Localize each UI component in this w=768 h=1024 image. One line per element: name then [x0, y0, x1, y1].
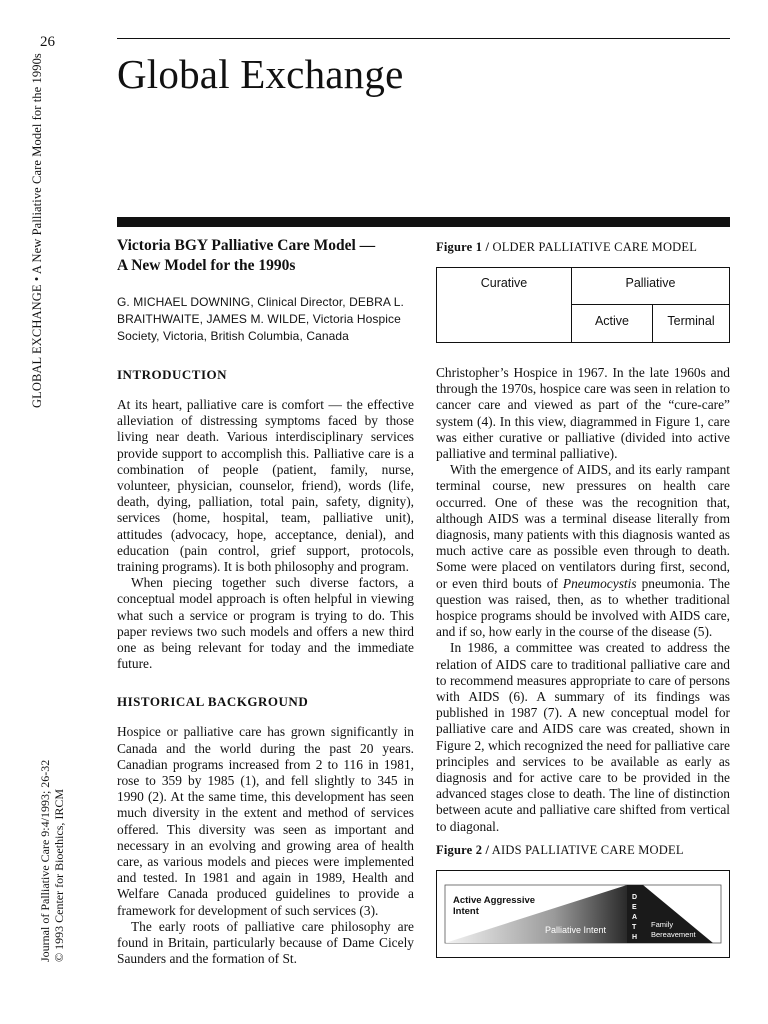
aggressive-label-1: Active Aggressive [453, 894, 536, 906]
introduction-heading: INTRODUCTION [117, 367, 228, 382]
palliative-label: Palliative [625, 276, 676, 290]
figure-2-number: Figure 2 / [436, 842, 490, 857]
figure-1-title: OLDER PALLIATIVE CARE MODEL [492, 240, 698, 254]
introduction-paragraph-1: At its heart, palliative care is comfort — the effective alleviation of distressing symptoms faced by those living near death. Various interdisciplinary services provide support to accomplish this. Palliative care is a combination of people (patient, family, nurse, volunteer, physician, counselor, friend), words (life, death, dying, palliation, total pain, safety, dignity), services (home, hospital, team, palliative unit), attitudes (advocacy, hope, acceptance, denial), and education (pain control, grief support, protocols, training programs). It is both philosophy and program. [117, 397, 414, 575]
death-letter-t: T [632, 923, 637, 931]
death-letter-a: A [632, 913, 638, 921]
right-paragraph-3: In 1986, a committee was created to address the relation of AIDS care to traditional palliative care and to recommend measures appropriate to care of persons with AIDS (6). A summary of its findings was published in 1987 (7). A new conceptual model for palliative care and AIDS care was created, shown in Figure 2, which recognized the need for palliative care principles and services to be available as early as diagnosis and for active care to be provided in the advanced stages close to death. The line of distinction between acute and palliative care shifted from vertical to diagonal. [436, 640, 730, 834]
citation-line-2: © 1993 Center for Bioethics, IRCM [52, 788, 66, 962]
section-divider [117, 217, 730, 227]
right-paragraph-2-a: With the emergence of AIDS, and its early rampant terminal course, new pressures on health care occurred. One of these was the recognition that, although AIDS was a terminal disease literally from diagnosis, many patients with this diagnosis wanted as much active care as possible even through to death. Some were placed on ventilators during first, second, or even third bouts of [436, 462, 730, 591]
citation-line-1: Journal of Palliative Care 9:4/1993; 26-32 [38, 759, 52, 962]
active-label: Active [594, 314, 630, 328]
right-paragraph-2-b: pneumonia. The question was raised, then, as to whether traditional hospice programs should be involved with AIDS care, and if so, how early in the course of the disease (5). [436, 575, 730, 640]
figure-2-title: AIDS PALLIATIVE CARE MODEL [491, 842, 684, 857]
right-paragraph-1: Christopher’s Hospice in 1967. In the late 1960s and through the 1970s, hospice care was seen in relation to cancer care and viewed as part of the “cure-care” system (4). In this view, diagrammed in Figure 1, care was either curative or palliative (divided into active palliative and terminal palliative). [436, 365, 730, 462]
running-head: GLOBAL EXCHANGE • A New Palliative Care Model for the 1990s [30, 53, 44, 408]
right-column [436, 240, 730, 958]
family-label: Family [651, 919, 674, 929]
historical-heading: HISTORICAL BACKGROUND [117, 694, 309, 710]
figure-2-diagram [436, 870, 730, 958]
introduction-paragraph-2: When piecing together such diverse factors, a conceptual model approach is often helpful in viewing what such a service or program is trying to do. This paper reviews two such models and offers a new third one as being relevant for today and the immediate future. [117, 575, 414, 672]
terminal-label: Terminal [667, 314, 715, 328]
death-letter-d: D [632, 893, 638, 901]
historical-paragraph-1: Hospice or palliative care has grown significantly in Canada and the world during the past 20 years. Canadian programs increased from 2 to 116 in 1981, rose to 359 by 1985 (1), and fell slightly to 345 in 1990 (2). At the same time, this development has seen much diversity in the extent and method of services offered. This diversity was seen as important and necessary in an evolving and growing area of health care, as various models and pieces were implemented and tested. In 1981 and again in 1989, Health and Welfare Canada produced guidelines to provide a framework for development of such services (3). [117, 724, 414, 918]
figure-1-diagram [436, 267, 730, 343]
article-title-line-1: Victoria BGY Palliative Care Model — [117, 237, 376, 254]
left-column [117, 236, 414, 968]
article-authors: G. MICHAEL DOWNING, Clinical Director, DEBRA L. BRAITHWAITE, JAMES M. WILDE, Victoria Hospice Society, Victoria, British Columbia, Canada [117, 295, 404, 343]
right-paragraph-2-italic: Pneumocystis [562, 575, 637, 591]
palliative-intent-label: Palliative Intent [545, 924, 607, 935]
right-paragraph-2 [436, 462, 730, 640]
figure-1-number: Figure 1 / [436, 240, 490, 254]
journal-citation [38, 722, 66, 962]
palliative-divider [572, 304, 729, 305]
death-letter-h: H [632, 933, 638, 941]
death-letter-e: E [632, 903, 637, 911]
article-title-line-2: A New Model for the 1990s [117, 257, 296, 274]
section-title: Global Exchange [117, 51, 404, 97]
figure-1-caption [436, 240, 730, 255]
figure-2-graphic [437, 871, 729, 957]
page-number: 26 [40, 34, 55, 50]
aggressive-label-2: Intent [453, 905, 479, 917]
top-rule [117, 38, 730, 39]
bereavement-label: Bereavement [651, 929, 696, 939]
curative-label: Curative [480, 276, 528, 290]
article-title [117, 236, 414, 276]
figure-2-caption [436, 843, 730, 858]
historical-paragraph-2: The early roots of palliative care philosophy are found in Britain, particularly because of Dame Cicely Saunders and the formation of St. [117, 918, 414, 967]
